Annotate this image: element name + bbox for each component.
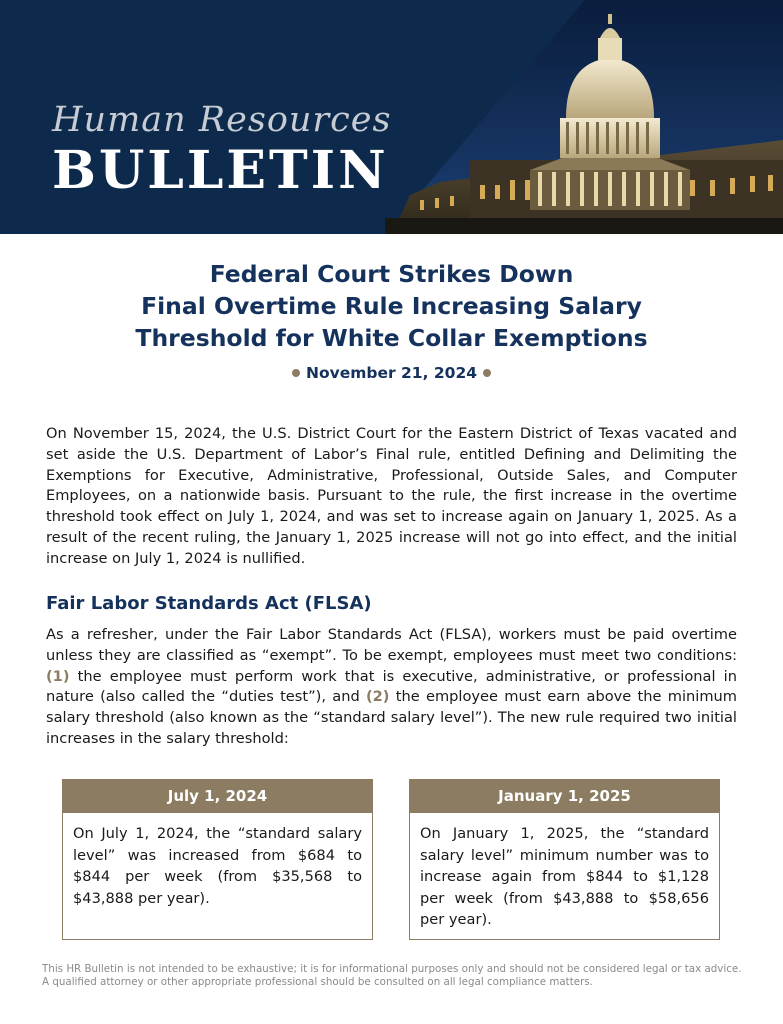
condition-number-2: (2) <box>365 688 390 706</box>
info-box-text: On July 1, 2024, the “standard salary level” was increased from $684 to $844 per week (from $35,568 to $43,888 per year). <box>73 825 362 907</box>
flsa-text-part-2: the employee must perform work that is executive, administrative, or professional in nature (also called the “duties test”), and <box>46 667 737 706</box>
bullet-dot-icon <box>292 369 300 377</box>
footer-disclaimer <box>42 963 742 988</box>
info-box-january-2025 <box>409 779 720 940</box>
title-line-2: Final Overtime Rule Increasing Salary <box>141 292 642 320</box>
banner-title: BULLETIN <box>52 140 389 201</box>
section-heading-flsa: Fair Labor Standards Act (FLSA) <box>46 593 372 614</box>
banner-subtitle: Human Resources <box>52 100 392 140</box>
date-text: November 21, 2024 <box>305 364 478 382</box>
info-box-text: On January 1, 2025, the “standard salary level” minimum number was to increase again from $844 to $1,128 per week (from $43,888 to $58,656 per year). <box>420 825 709 928</box>
info-box-header: January 1, 2025 <box>410 780 719 813</box>
info-box-header: July 1, 2024 <box>63 780 372 813</box>
info-box-july-2024 <box>62 779 373 940</box>
flsa-text-part-1: As a refresher, under the Fair Labor Standards Act (FLSA), workers must be paid overtime unless they are classified as “exempt”. To be exempt, employees must meet two conditions: <box>46 626 737 664</box>
bulletin-date <box>0 364 783 382</box>
disclaimer-line-1: This HR Bulletin is not intended to be exhaustive; it is for informational purposes only and should not be considered legal or tax advice. <box>42 963 742 975</box>
title-line-3: Threshold for White Collar Exemptions <box>135 324 648 352</box>
intro-paragraph: On November 15, 2024, the U.S. District Court for the Eastern District of Texas vacated and set aside the U.S. Department of Labor’s Final rule, entitled Defining and Delimiting the Exemptions for Executive, Administrative, Professional, Outside Sales, and Computer Employees, on a nationwide basis. Pursuant to the rule, the first increase in the overtime threshold took effect on July 1, 2024, and was set to increase again on January 1, 2025. As a result of the recent ruling, the January 1, 2025 increase will not go into effect, and the initial increase on July 1, 2024 is nullified. <box>46 425 737 567</box>
page-title <box>40 258 743 354</box>
title-line-1: Federal Court Strikes Down <box>209 260 574 288</box>
flsa-text-part-3: the employee must earn above the minimum salary threshold (also known as the “standard salary level”). The new rule required two initial increases in the salary threshold: <box>46 688 737 747</box>
header-banner <box>0 0 783 234</box>
banner-title-block <box>52 100 391 200</box>
bullet-dot-icon <box>483 369 491 377</box>
disclaimer-line-2: A qualified attorney or other appropriate professional should be consulted on all legal compliance matters. <box>42 975 593 988</box>
condition-number-1: (1) <box>46 667 70 685</box>
flsa-paragraph <box>46 625 737 750</box>
